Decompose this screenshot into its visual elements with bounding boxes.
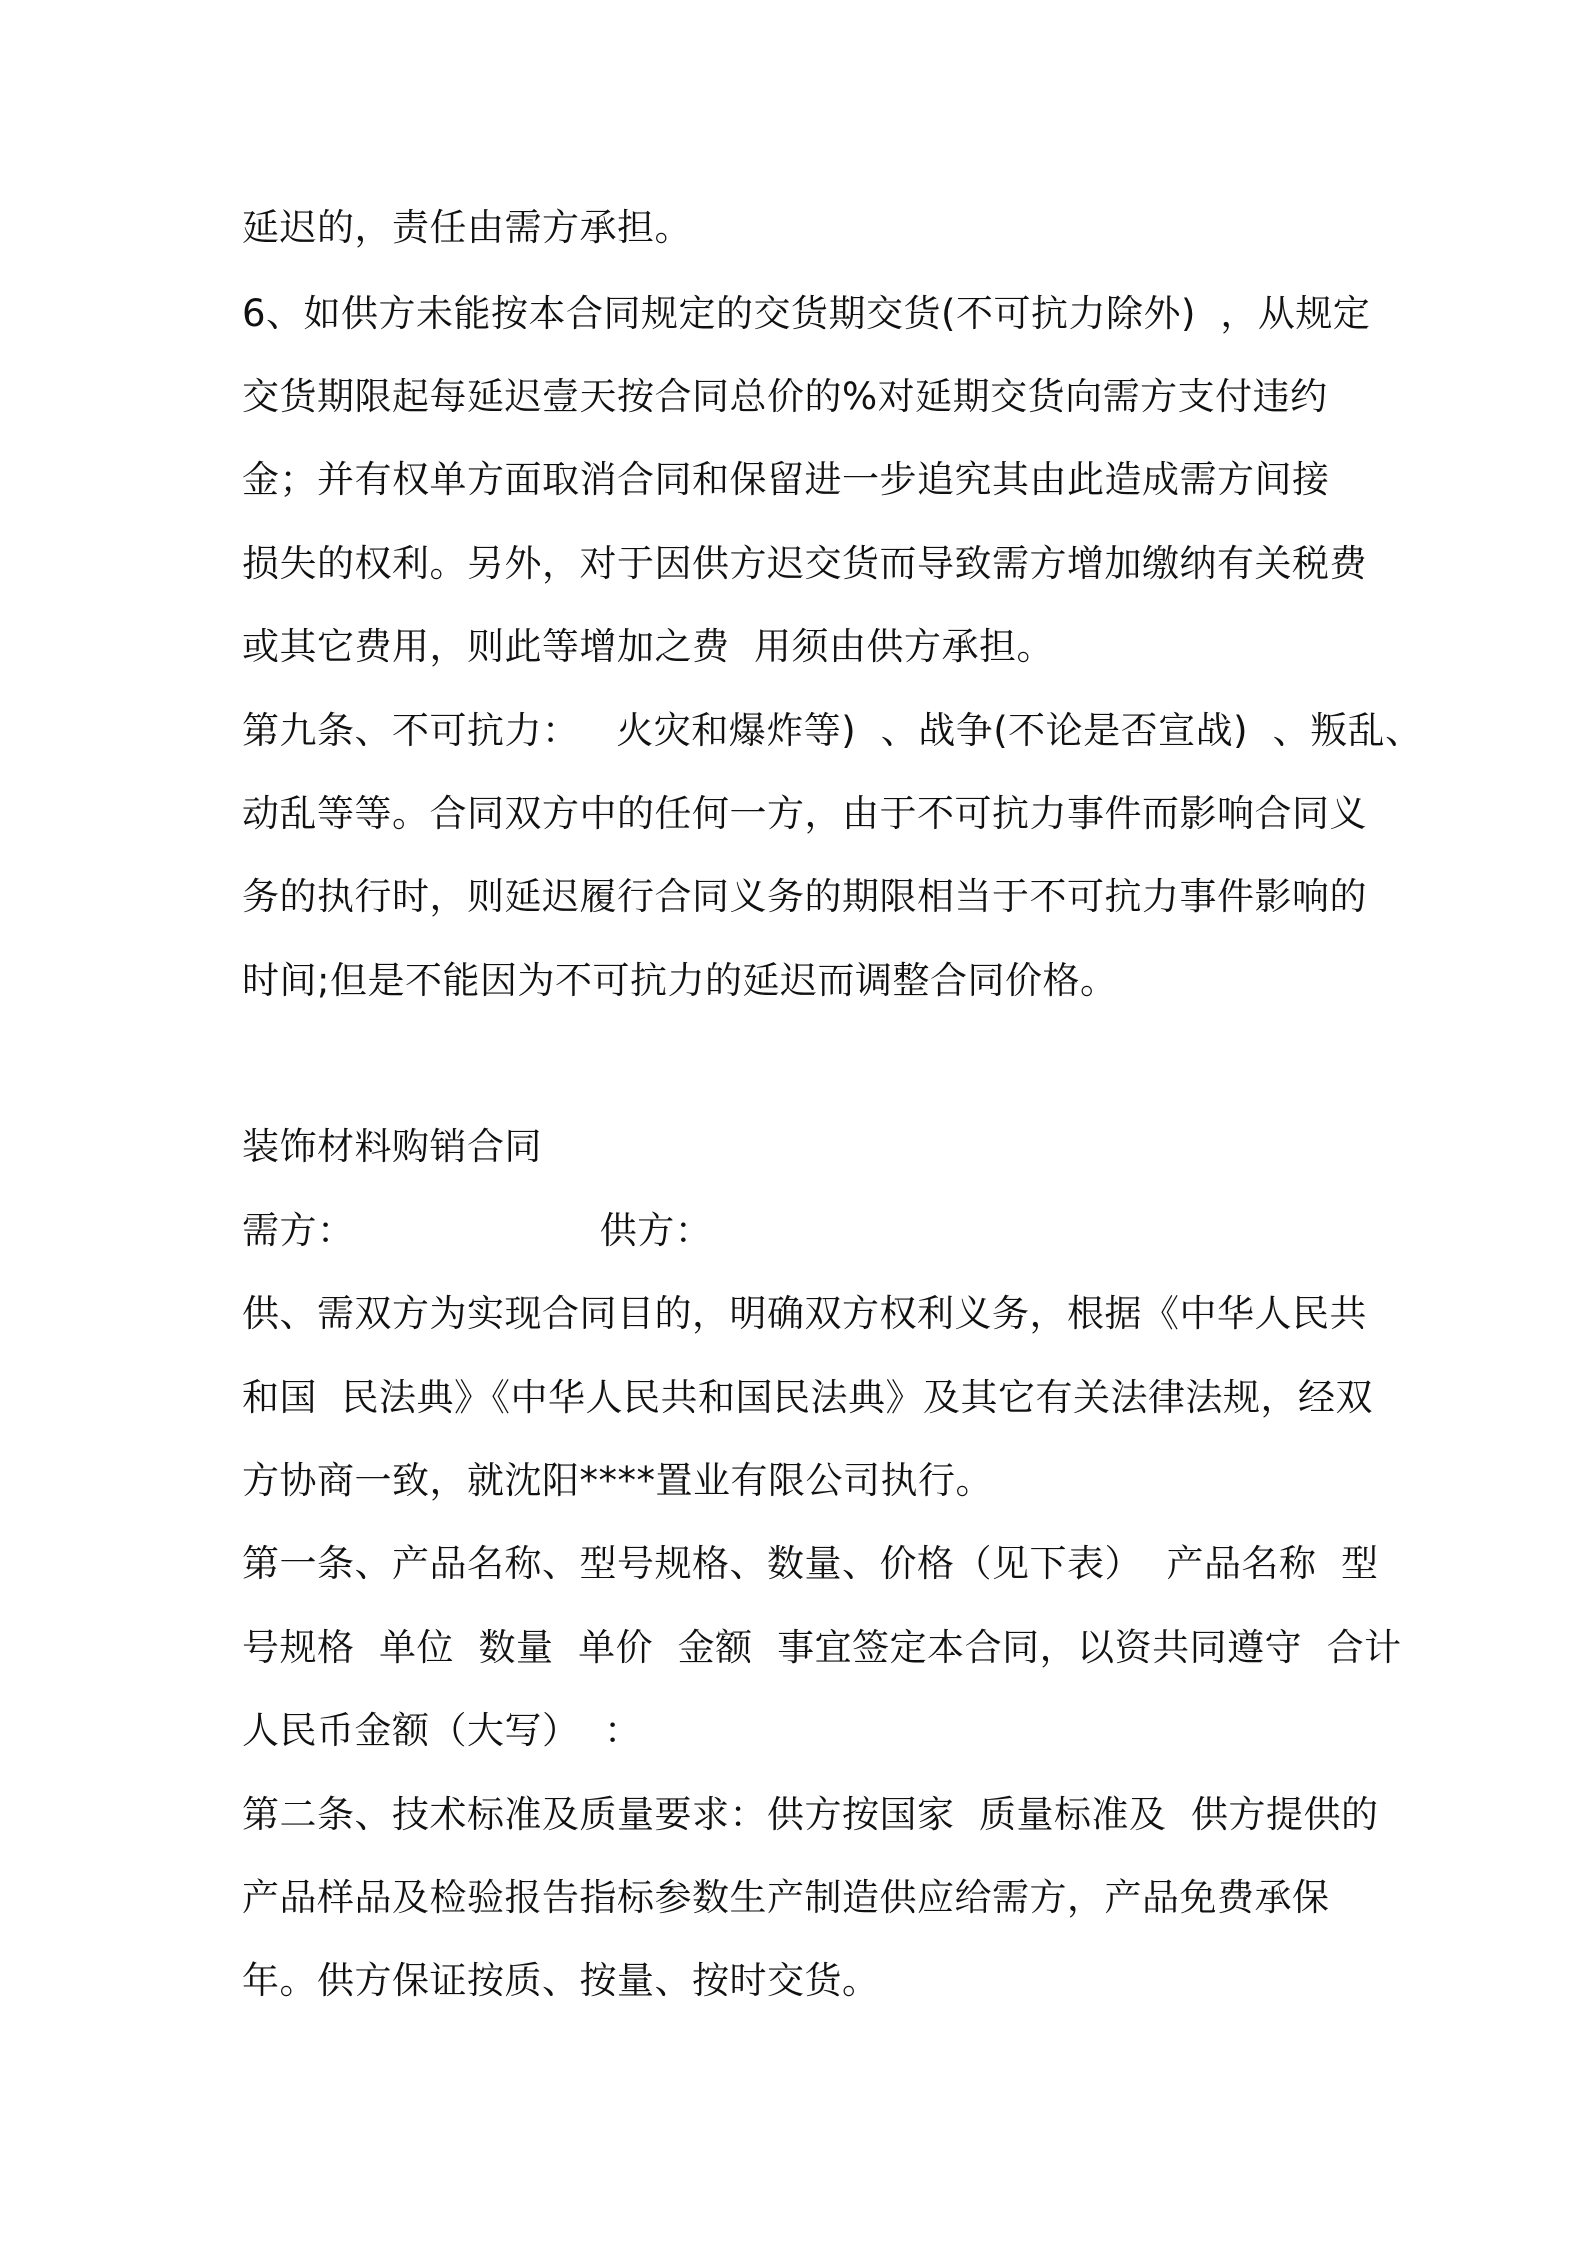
text-line: 动乱等等。合同双方中的任何一方，由于不可抗力事件而影响合同义 <box>242 792 1367 835</box>
text-line: 第二条、技术标准及质量要求：供方按国家 质量标准及 供方提供的 <box>242 1793 1379 1836</box>
text-line: 时间;但是不能因为不可抗力的延迟而调整合同价格。 <box>242 959 1118 1002</box>
text-line: 供、需双方为实现合同目的，明确双方权利义务，根据《中华人民共 <box>242 1292 1367 1335</box>
text-line: 6、如供方未能按本合同规定的交货期交货(不可抗力除外) ，从规定 <box>242 292 1371 335</box>
text-line: 延迟的，责任由需方承担。 <box>242 206 692 249</box>
text-line: 金；并有权单方面取消合同和保留进一步追究其由此造成需方间接 <box>242 458 1330 501</box>
text-line: 方协商一致，就沈阳****置业有限公司执行。 <box>242 1459 993 1502</box>
text-line: 年。供方保证按质、按量、按时交货。 <box>242 1959 880 2002</box>
text-line: 产品样品及检验报告指标参数生产制造供应给需方，产品免费承保 <box>242 1876 1330 1919</box>
text-line: 第九条、不可抗力： 火灾和爆炸等) 、战争(不论是否宣战) 、叛乱、 <box>242 709 1423 752</box>
text-line: 务的执行时，则延迟履行合同义务的期限相当于不可抗力事件影响的 <box>242 875 1367 918</box>
document-title: 装饰材料购销合同 <box>242 1125 542 1168</box>
parties-line: 需方： 供方： <box>242 1209 713 1252</box>
text-line: 和国 民法典》《中华人民共和国民法典》及其它有关法律法规，经双 <box>242 1376 1374 1419</box>
text-line: 号规格 单位 数量 单价 金额 事宜签定本合同，以资共同遵守 合计 <box>242 1626 1402 1669</box>
text-line: 第一条、产品名称、型号规格、数量、价格（见下表） 产品名称 型 <box>242 1542 1379 1585</box>
text-line: 交货期限起每延迟壹天按合同总价的%对延期交货向需方支付违约 <box>242 375 1328 418</box>
text-line: 人民币金额（大写） ： <box>242 1709 642 1752</box>
text-line: 损失的权利。另外，对于因供方迟交货而导致需方增加缴纳有关税费 <box>242 542 1367 585</box>
text-line: 或其它费用，则此等增加之费 用须由供方承担。 <box>242 625 1055 668</box>
